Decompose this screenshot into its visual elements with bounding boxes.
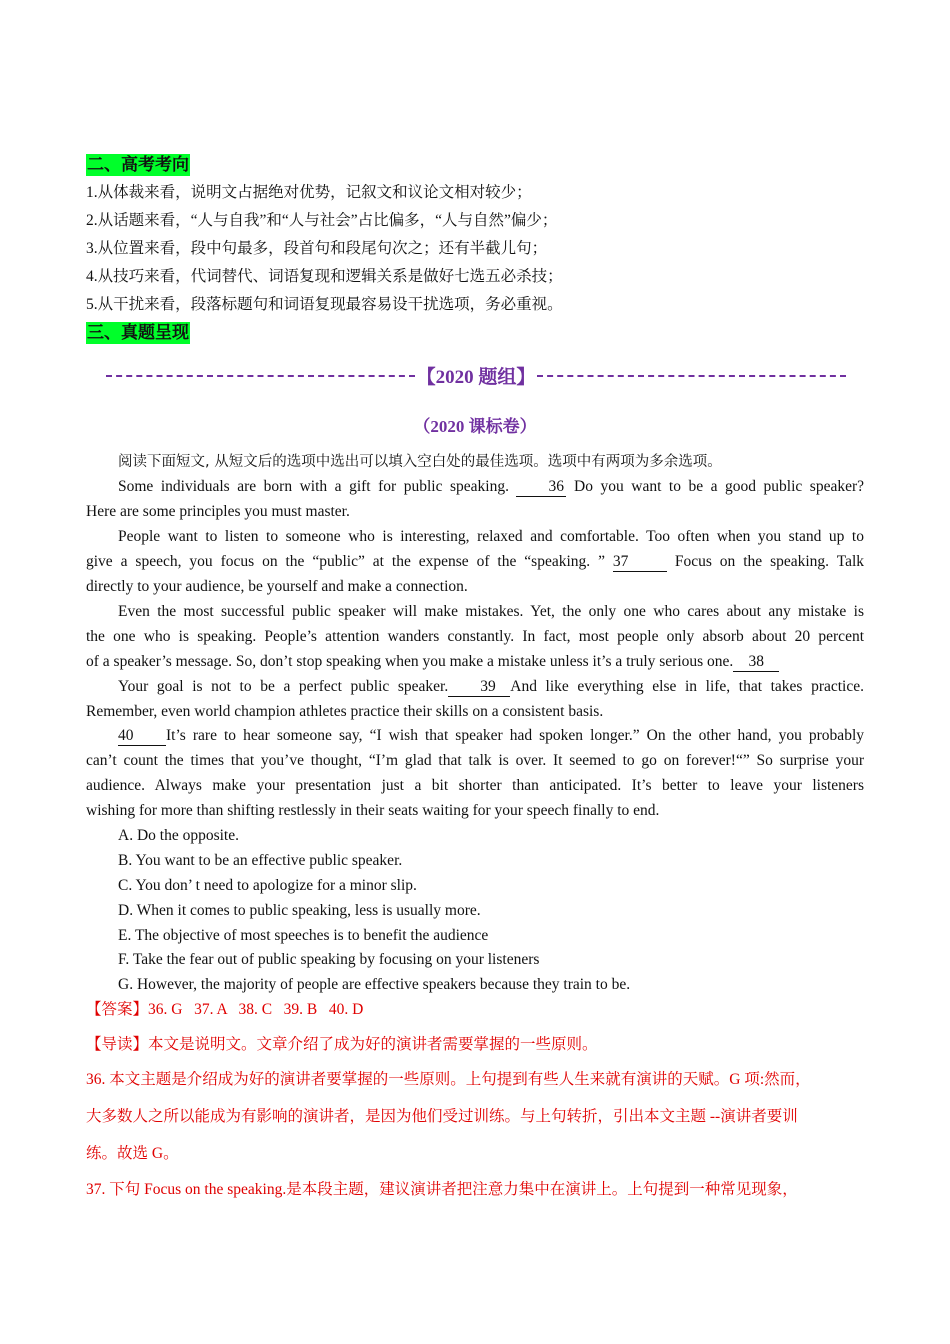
passage-line <box>86 649 864 674</box>
passage-line <box>86 474 864 499</box>
passage-line <box>86 723 864 748</box>
option-item: C. You don’ t need to apologize for a minor slip. <box>118 877 417 894</box>
passage-line: directly to your audience, be yourself and make a connection. <box>86 578 468 595</box>
passage-text: Do you want to be a good public speaker? <box>574 478 865 495</box>
option-item: B. You want to be an effective public speaker. <box>118 852 403 869</box>
blank-36: 36 <box>516 478 566 497</box>
passage-text: give a speech, you focus on the “public” at the expense of the “speaking. ” <box>86 553 605 570</box>
divider-dash-right <box>537 375 846 377</box>
passage-line: the one who is speaking. People’s attention wanders constantly. In fact, most people only absorb about 20 percent <box>86 628 864 645</box>
passage-line: wishing for more than shifting restlessly in their seats waiting for your speech finally to end. <box>86 802 660 819</box>
outlook-heading: 二、高考考向 <box>87 155 189 174</box>
real-heading: 三、真题呈现 <box>87 323 189 342</box>
answer-line <box>86 997 864 1022</box>
blank-37: 37 <box>613 553 667 572</box>
outlook-item: 2.从话题来看，“人与自我”和“人与社会”占比偏多，“人与自然”偏少； <box>86 212 558 229</box>
passage-line: Remember, even world champion athletes practice their skills on a consistent basis. <box>86 703 604 720</box>
outlook-item: 4.从技巧来看，代词替代、词语复现和逻辑关系是做好七选五必杀技； <box>86 268 563 285</box>
guide-line <box>86 1032 864 1057</box>
option-item: A. Do the opposite. <box>118 827 239 844</box>
passage-line: can’t count the times that you’ve thought, “I’m glad that talk is over. It seemed to go on forever!“” So surprise your <box>86 752 864 769</box>
option-item: G. However, the majority of people are effective speakers because they train to be. <box>118 976 631 993</box>
option-item: F. Take the fear out of public speaking by focusing on your listeners <box>118 951 540 968</box>
group-label: 【2020 题组】 <box>416 366 536 388</box>
guide-label: 【导读】 <box>86 1036 149 1053</box>
passage-line: Here are some principles you must master. <box>86 503 350 520</box>
explanation-line: 36. 本文主题是介绍成为好的演讲者要掌握的一些原则。上句提到有些人生来就有演讲的天赋。G 项:然而， <box>86 1071 811 1088</box>
group-divider <box>106 362 846 388</box>
passage-line <box>86 549 864 574</box>
explanation-line: 37. 下句 Focus on the speaking.是本段主题，建议演讲者把注意力集中在演讲上。上句提到一种常见现象， <box>86 1181 798 1198</box>
option-item: D. When it comes to public speaking, less is usually more. <box>118 902 481 919</box>
blank-40: 40 <box>118 727 166 746</box>
passage-line: audience. Always make your presentation just a bit shorter than anticipated. It’s better to leave your listeners <box>86 777 864 794</box>
passage-text: And like everything else in life, that takes practice. <box>510 678 864 695</box>
outlook-item: 5.从干扰来看，段落标题句和词语复现最容易设干扰选项，务必重视。 <box>86 296 563 313</box>
passage-line: Even the most successful public speaker will make mistakes. Yet, the only one who cares about any mistake is <box>118 603 864 620</box>
explanation-line: 练。故选 G。 <box>86 1145 179 1162</box>
passage-text: Your goal is not to be a perfect public speaker. <box>118 678 449 695</box>
section-heading-outlook <box>86 154 190 176</box>
option-item: E. The objective of most speeches is to benefit the audience <box>118 927 489 944</box>
explanation-line: 大多数人之所以能成为有影响的演讲者，是因为他们受过训练。与上句转折，引出本文主题 --演讲者要训 <box>86 1108 798 1125</box>
guide-text: 本文是说明文。文章介绍了成为好的演讲者需要掌握的一些原则。 <box>148 1036 598 1053</box>
divider-dash-left <box>106 375 415 377</box>
passage-text: of a speaker’s message. So, don’t stop speaking when you make a mistake unless it’s a truly serious one. <box>86 653 734 670</box>
passage-text: Focus on the speaking. Talk <box>674 553 865 570</box>
passage-line <box>86 674 864 699</box>
answer-label: 【答案】 <box>86 1001 149 1018</box>
passage-text: It’s rare to hear someone say, “I wish that speaker had spoken longer.” On the other hand, you probably <box>166 727 864 744</box>
answer-text: 36. G 37. A 38. C 39. B 40. D <box>148 1001 364 1018</box>
section-heading-real <box>86 322 190 344</box>
passage-text: Some individuals are born with a gift for public speaking. <box>118 478 509 495</box>
blank-38: 38 <box>733 653 779 672</box>
outlook-item: 3.从位置来看，段中句最多，段首句和段尾句次之；还有半截儿句； <box>86 240 548 257</box>
instruction: 阅读下面短文, 从短文后的选项中选出可以填入空白处的最佳选项。选项中有两项为多余选项。 <box>118 454 722 470</box>
passage-line: People want to listen to someone who is interesting, relaxed and comfortable. Too often when you stand up to <box>118 528 864 545</box>
paper-label: （2020 课标卷） <box>413 417 537 436</box>
blank-39: 39 <box>448 678 510 697</box>
outlook-item: 1.从体裁来看，说明文占据绝对优势，记叙文和议论文相对较少； <box>86 184 532 201</box>
